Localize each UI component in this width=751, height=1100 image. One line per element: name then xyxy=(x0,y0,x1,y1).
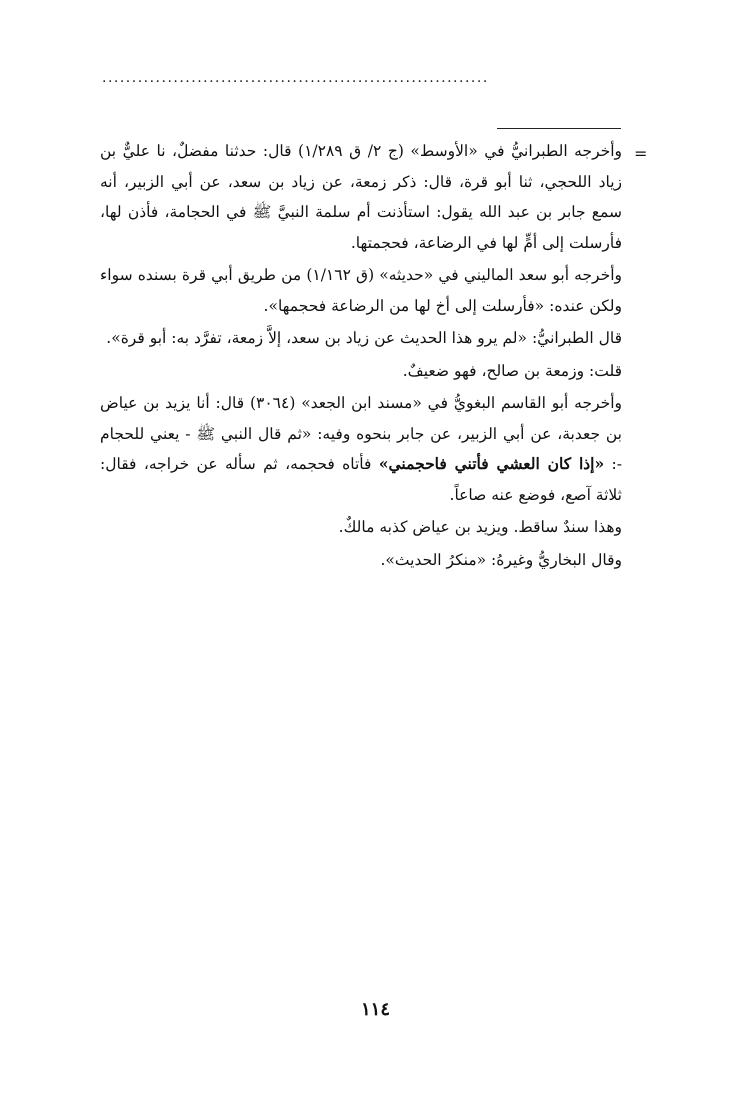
footnote-paragraph-sanad: وهذا سندٌ ساقط. ويزيد بن عياض كذبه مالكٌ. xyxy=(338,518,622,536)
footnotes-block xyxy=(100,136,622,577)
page-number: ١١٤ xyxy=(360,999,390,1020)
baghawi-text-before: وأخرجه أبو القاسم البغويُّ في «مسند ابن الجعد» (٣٠٦٤) قال: أنا يزيد بن عياض بن جعدبة، عن أبي الزبير، عن جابر بنحوه وفيه: «ثم قال النبي ﷺ - يعني للحجام -: xyxy=(100,394,622,473)
baghawi-text-after: فأتاه فحجمه، ثم سأله عن خراجه، فقال: ثلاثة آصع، فوضع عنه صاعاً. xyxy=(100,455,622,504)
footnote-paragraph-tabarani-quote: قال الطبرانيُّ: «لم يرو هذا الحديث عن زياد بن سعد، إلاَّ زمعة، تفرَّد به: أبو قرة». xyxy=(106,329,622,347)
footnote-separator-rule xyxy=(497,128,621,129)
baghawi-hadith-quote: «إذا كان العشي فأتني فاحجمني» xyxy=(378,454,605,473)
footnote-paragraph-tabarani: وأخرجه الطبرانيُّ في «الأوسط» (ج ٢/ ق ١/٢٨٩) قال: حدثنا مفضلٌ، نا عليٌّ بن زياد اللحجي، ثنا أبو قرة، قال: ذكر زمعة، عن زياد بن سعد، عن أبي الزبير، أنه سمع جابر بن عبد الله يقول: استأذنت أم سلمة النبيَّ ﷺ في الحجامة، فأذن لها، فأرسلت إلى أمٍّ لها في الرضاعة، فحجمتها. xyxy=(100,142,622,252)
footnote-paragraph-bukhari: وقال البخاريُّ وغيرهُ: «منكرُ الحديث». xyxy=(380,550,622,569)
footnote-continuation-mark: = xyxy=(634,144,648,163)
dot-leader: ................................................................. xyxy=(102,70,489,86)
footnote-paragraph-malini: وأخرجه أبو سعد الماليني في «حديثه» (ق ١/١٦٢) من طريق أبي قرة بسنده سواء ولكن عنده: «فأرسلت إلى أخ لها من الرضاعة فحجمها». xyxy=(100,266,622,315)
footnote-paragraph-baghawi xyxy=(100,388,622,510)
footnote-paragraph-zamaa: قلت: وزمعة بن صالح، فهو ضعيفٌ. xyxy=(402,361,622,380)
